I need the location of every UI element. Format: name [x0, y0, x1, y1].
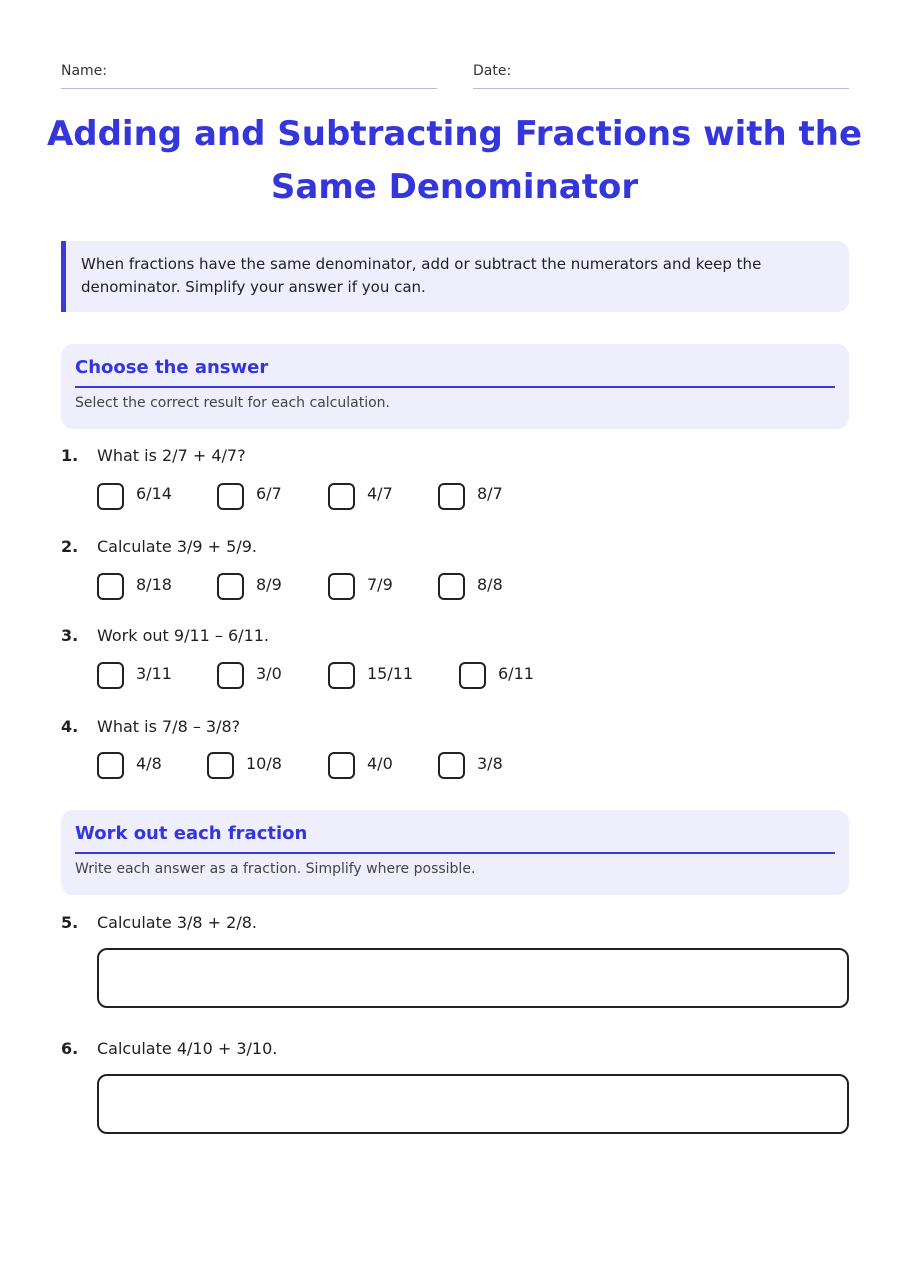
section-work-out — [61, 810, 849, 895]
section-subtitle: Select the correct result for each calculation. — [75, 395, 390, 411]
option-label: 4/8 — [136, 754, 162, 773]
checkbox-icon[interactable] — [438, 573, 465, 600]
option-label: 8/8 — [477, 575, 503, 594]
section-choose-answer — [61, 344, 849, 429]
option-label: 3/8 — [477, 754, 503, 773]
option-label: 4/7 — [367, 484, 393, 503]
question-text: What is 7/8 – 3/8? — [97, 717, 241, 736]
question-number: 2. — [61, 537, 79, 556]
checkbox-icon[interactable] — [207, 752, 234, 779]
option-label: 8/18 — [136, 575, 172, 594]
date-label: Date: — [473, 63, 512, 79]
question-text: What is 2/7 + 4/7? — [97, 446, 246, 465]
option-label: 3/11 — [136, 664, 172, 683]
checkbox-icon[interactable] — [217, 662, 244, 689]
question-number: 3. — [61, 626, 79, 645]
worksheet-title: Adding and Subtracting Fractions with the Same Denominator — [46, 114, 863, 207]
checkbox-icon[interactable] — [328, 662, 355, 689]
answer-input[interactable] — [97, 948, 849, 1008]
option-label: 4/0 — [367, 754, 393, 773]
section-title: Work out each fraction — [75, 821, 835, 854]
question-number: 5. — [61, 913, 79, 932]
checkbox-icon[interactable] — [438, 752, 465, 779]
intro-box: When fractions have the same denominator, add or subtract the numerators and keep the denominator. Simplify your answer if you can. — [61, 241, 849, 312]
checkbox-icon[interactable] — [97, 483, 124, 510]
option-label: 15/11 — [367, 664, 414, 683]
checkbox-icon[interactable] — [328, 573, 355, 600]
option-label: 6/7 — [256, 484, 282, 503]
checkbox-icon[interactable] — [328, 483, 355, 510]
checkbox-icon[interactable] — [97, 662, 124, 689]
checkbox-icon[interactable] — [97, 573, 124, 600]
question-number: 4. — [61, 717, 79, 736]
name-label: Name: — [61, 63, 108, 79]
option-label: 3/0 — [256, 664, 282, 683]
option-label: 10/8 — [246, 754, 282, 773]
option-label: 7/9 — [367, 575, 393, 594]
checkbox-icon[interactable] — [459, 662, 486, 689]
option-label: 6/11 — [498, 664, 534, 683]
checkbox-icon[interactable] — [97, 752, 124, 779]
option-label: 8/9 — [256, 575, 282, 594]
option-label: 6/14 — [136, 484, 172, 503]
question-text: Calculate 4/10 + 3/10. — [97, 1039, 278, 1058]
section-subtitle: Write each answer as a fraction. Simplify where possible. — [75, 861, 476, 877]
date-field[interactable] — [473, 62, 849, 89]
section-title: Choose the answer — [75, 355, 835, 388]
header-fields — [61, 62, 849, 88]
question-text: Work out 9/11 – 6/11. — [97, 626, 270, 645]
checkbox-icon[interactable] — [217, 483, 244, 510]
option-label: 8/7 — [477, 484, 503, 503]
checkbox-icon[interactable] — [217, 573, 244, 600]
question-text: Calculate 3/9 + 5/9. — [97, 537, 257, 556]
checkbox-icon[interactable] — [438, 483, 465, 510]
name-field[interactable] — [61, 62, 437, 89]
question-number: 1. — [61, 446, 79, 465]
question-text: Calculate 3/8 + 2/8. — [97, 913, 257, 932]
answer-input[interactable] — [97, 1074, 849, 1134]
question-number: 6. — [61, 1039, 79, 1058]
checkbox-icon[interactable] — [328, 752, 355, 779]
